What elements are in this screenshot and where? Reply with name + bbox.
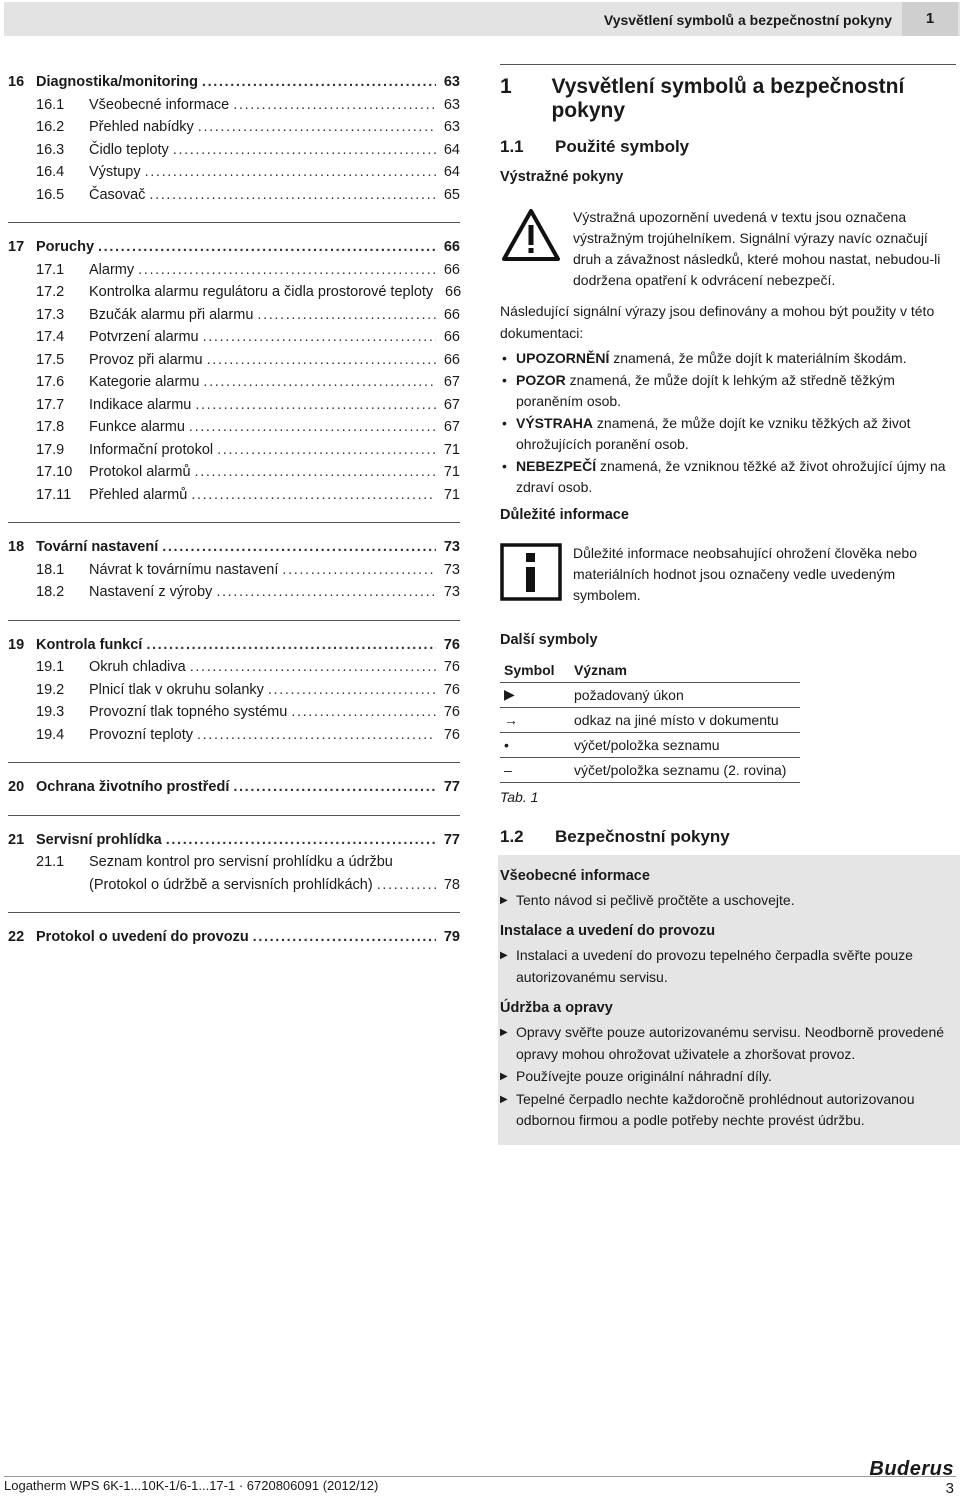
toc-subentry bbox=[8, 727, 460, 750]
toc-leader-dots bbox=[217, 442, 436, 458]
toc-entry-page: 76 bbox=[443, 636, 460, 653]
toc-entry-label: Poruchy bbox=[36, 239, 95, 255]
header-chapter-number: 1 bbox=[902, 2, 958, 36]
toc-subentry-page: 71 bbox=[443, 486, 460, 503]
signal-word-item bbox=[500, 413, 956, 456]
toc-subentry-continuation bbox=[8, 877, 460, 900]
section-1-2-heading bbox=[500, 827, 956, 847]
signal-word: VÝSTRAHA bbox=[516, 414, 594, 431]
toc-subentry-page: 65 bbox=[443, 186, 460, 203]
toc-subentry-label: Všeobecné informace bbox=[89, 96, 230, 113]
toc-leader-dots bbox=[291, 704, 436, 720]
toc-subentry bbox=[8, 374, 460, 397]
safety-action-text: Opravy svěřte pouze autorizovanému servisu. Neodborně provedené opravy mohou ohrožovat uživatele a zhoršovat provoz. bbox=[516, 1024, 945, 1062]
toc-subentry-page: 76 bbox=[443, 704, 460, 720]
toc-group bbox=[8, 74, 460, 223]
toc-leader-dots bbox=[173, 142, 436, 158]
footer-text: Logatherm WPS 6K-1...10K-1/6-1...17-1 · 6720806091 (2012/12) bbox=[4, 1478, 379, 1493]
signal-word-description: znamená, že může dojít ke vzniku těžkých až život ohrožujících poranění osob. bbox=[516, 414, 911, 452]
table-row bbox=[500, 732, 800, 757]
safety-action-item bbox=[500, 945, 958, 988]
table-row bbox=[500, 757, 800, 782]
toc-subentry-label-line2: (Protokol o údržbě a servisních prohlídkách) bbox=[89, 876, 373, 893]
toc-entry-number: 19 bbox=[8, 636, 25, 653]
toc-subentry-page: 64 bbox=[443, 141, 460, 158]
section-1-2-number: 1.2 bbox=[500, 826, 524, 846]
toc-leader-dots bbox=[98, 239, 436, 255]
toc-subentry-label: Přehled nabídky bbox=[89, 119, 194, 135]
toc-subentry-page: 76 bbox=[443, 681, 460, 698]
toc-subentry-number: 17.8 bbox=[36, 419, 65, 435]
toc-subentry-label: Bzučák alarmu při alarmu bbox=[89, 306, 254, 323]
toc-leader-dots bbox=[268, 682, 436, 698]
toc-subentry bbox=[8, 164, 460, 187]
info-icon bbox=[500, 543, 573, 606]
toc-subentry-page: 66 bbox=[445, 284, 462, 300]
toc-subentry bbox=[8, 284, 460, 307]
brand-logo: Buderus bbox=[869, 1458, 954, 1480]
safety-action-list bbox=[500, 890, 958, 912]
toc-leader-dots bbox=[203, 329, 436, 345]
toc-subentry-number: 16.2 bbox=[36, 119, 65, 135]
toc-subentry-number: 19.2 bbox=[36, 681, 65, 698]
safety-subheading: Instalace a uvedení do provozu bbox=[500, 923, 716, 939]
toc-entry bbox=[8, 637, 460, 660]
signal-word: UPOZORNĚNÍ bbox=[516, 350, 610, 366]
toc-subentry bbox=[8, 442, 460, 465]
table-header-meaning: Význam bbox=[574, 661, 627, 678]
toc-subentry-number: 17.3 bbox=[36, 306, 65, 323]
toc-entry-label: Protokol o uvedení do provozu bbox=[36, 929, 249, 945]
page-number: 3 bbox=[945, 1480, 954, 1497]
toc-subentry-page: 73 bbox=[443, 584, 460, 600]
toc-leader-dots bbox=[162, 539, 436, 555]
section-1-1-title: Použité symboly bbox=[555, 137, 690, 156]
action-arrow-icon: ▶ bbox=[500, 1027, 508, 1038]
toc-subentry bbox=[8, 119, 460, 142]
toc-subentry bbox=[8, 397, 460, 420]
toc-leader-dots bbox=[282, 562, 436, 578]
toc-entry bbox=[8, 832, 460, 855]
toc-subentry-number: 18.2 bbox=[36, 584, 65, 600]
safety-action-item bbox=[500, 1066, 958, 1088]
safety-action-text: Tento návod si pečlivě pročtěte a uschovejte. bbox=[516, 891, 795, 908]
toc-subentry-page: 66 bbox=[443, 261, 460, 278]
safety-subheading: Údržba a opravy bbox=[500, 1000, 613, 1016]
toc-entry-label: Servisní prohlídka bbox=[36, 831, 162, 848]
symbol-cell: ▶ bbox=[500, 682, 570, 707]
warning-heading: Výstražné pokyny bbox=[500, 169, 624, 185]
toc-subentry-page: 67 bbox=[443, 374, 460, 390]
safety-action-list bbox=[500, 945, 958, 988]
toc-subentry bbox=[8, 352, 460, 375]
toc-subentry-page: 66 bbox=[443, 351, 460, 368]
toc-subentry-page: 67 bbox=[443, 419, 460, 435]
footer-rule bbox=[4, 1476, 956, 1477]
signal-word: NEBEZPEČÍ bbox=[516, 457, 597, 474]
warning-triangle-icon bbox=[500, 207, 573, 291]
signal-words-intro: Následující signální výrazy jsou definovány a mohou být použity v této dokumentaci: bbox=[500, 303, 935, 341]
signal-word: POZOR bbox=[516, 371, 566, 388]
toc-group bbox=[8, 929, 460, 965]
toc-subentry-number: 19.4 bbox=[36, 726, 65, 743]
toc-subentry-number: 17.5 bbox=[36, 351, 65, 368]
toc-leader-dots bbox=[189, 419, 436, 435]
toc-subentry bbox=[8, 262, 460, 285]
toc-subentry-number: 17.10 bbox=[36, 464, 73, 480]
toc-entry-number: 21 bbox=[8, 831, 25, 848]
toc-leader-dots bbox=[203, 374, 436, 390]
toc-entry-page: 73 bbox=[443, 539, 460, 555]
section-1-title: Vysvětlení symbolů a bezpečnostní pokyny bbox=[551, 75, 905, 122]
toc-entry bbox=[8, 779, 460, 802]
toc-leader-dots bbox=[198, 119, 436, 135]
section-1-heading bbox=[500, 75, 956, 123]
toc-entry-page: 77 bbox=[443, 779, 460, 795]
toc-subentry-label: Indikace alarmu bbox=[89, 396, 192, 413]
safety-action-text: Používejte pouze originální náhradní díly. bbox=[516, 1068, 772, 1084]
toc-leader-dots bbox=[216, 584, 436, 600]
warning-note-text: Výstražná upozornění uvedená v textu jsou označena výstražným trojúhelníkem. Signální výrazy navíc označují druh a závažnost následků, které mohou nastat, nebudou-li dodržena opatření k odvrácení nebezpečí. bbox=[573, 209, 941, 288]
toc-leader-dots bbox=[149, 187, 436, 203]
toc-subentry-number: 17.7 bbox=[36, 396, 65, 413]
signal-word-item bbox=[500, 456, 956, 499]
toc-subentry bbox=[8, 584, 460, 607]
action-arrow-icon: ▶ bbox=[500, 1071, 508, 1082]
table-of-contents bbox=[8, 74, 460, 981]
toc-group bbox=[8, 779, 460, 816]
toc-subentry bbox=[8, 659, 460, 682]
toc-entry bbox=[8, 74, 460, 97]
safety-subheading: Všeobecné informace bbox=[500, 867, 650, 884]
toc-subentry-number: 16.4 bbox=[36, 164, 65, 180]
toc-subentry-label: Seznam kontrol pro servisní prohlídku a údržbu bbox=[89, 854, 393, 870]
meaning-cell: výčet/položka seznamu (2. rovina) bbox=[570, 757, 800, 782]
toc-subentry-label: Čidlo teploty bbox=[89, 141, 169, 158]
toc-subentry-number: 16.5 bbox=[36, 186, 65, 203]
toc-entry-number: 20 bbox=[8, 779, 25, 795]
toc-subentry-number: 16.1 bbox=[36, 96, 65, 113]
toc-entry-number: 16 bbox=[8, 74, 25, 90]
toc-subentry-label: Funkce alarmu bbox=[89, 419, 185, 435]
toc-subentry-number: 21.1 bbox=[36, 854, 65, 870]
toc-leader-dots bbox=[138, 262, 436, 278]
toc-subentry-number: 16.3 bbox=[36, 141, 65, 158]
toc-leader-dots bbox=[145, 164, 436, 180]
toc-group bbox=[8, 832, 460, 914]
signal-words-list bbox=[500, 348, 956, 499]
toc-entry-label: Diagnostika/monitoring bbox=[36, 74, 198, 90]
toc-leader-dots bbox=[257, 307, 436, 323]
toc-subentry bbox=[8, 682, 460, 705]
toc-subentry bbox=[8, 97, 460, 120]
toc-subentry-number: 17.6 bbox=[36, 374, 65, 390]
symbol-cell: • bbox=[500, 732, 570, 757]
toc-subentry-page: 78 bbox=[443, 876, 460, 893]
toc-subentry-label: Výstupy bbox=[89, 164, 141, 180]
section-1-1-heading bbox=[500, 137, 956, 157]
right-column bbox=[500, 64, 956, 1145]
toc-leader-dots bbox=[202, 74, 436, 90]
info-note-text: Důležité informace neobsahující ohrožení člověka nebo materiálních hodnot jsou označeny vedle uvedeným symbolem. bbox=[573, 544, 917, 603]
toc-subentry-label: Alarmy bbox=[89, 261, 135, 278]
toc-subentry bbox=[8, 704, 460, 727]
toc-subentry bbox=[8, 187, 460, 210]
toc-subentry-label: Informační protokol bbox=[89, 441, 214, 458]
safety-action-text: Tepelné čerpadlo nechte každoročně prohlédnout autorizovanou odbornou firmou a podle potřeby nechte provést údržbu. bbox=[516, 1090, 915, 1128]
toc-leader-dots bbox=[207, 352, 436, 368]
toc-entry bbox=[8, 539, 460, 562]
toc-subentry-label: Provoz při alarmu bbox=[89, 351, 203, 368]
toc-subentry bbox=[8, 329, 460, 352]
toc-subentry-number: 17.11 bbox=[36, 486, 72, 503]
toc-subentry-label: Kontrolka alarmu regulátoru a čidla prostorové teploty bbox=[89, 284, 434, 300]
toc-subentry-label: Přehled alarmů bbox=[89, 486, 188, 503]
toc-subentry bbox=[8, 419, 460, 442]
toc-entry-page: 77 bbox=[443, 831, 460, 848]
symbol-cell: → bbox=[500, 707, 570, 732]
toc-subentry-page: 71 bbox=[443, 441, 460, 458]
toc-subentry-number: 19.1 bbox=[36, 659, 65, 675]
toc-entry-label: Tovární nastavení bbox=[36, 539, 159, 555]
toc-leader-dots bbox=[197, 727, 436, 743]
toc-leader-dots bbox=[195, 464, 436, 480]
safety-action-item bbox=[500, 1089, 958, 1132]
toc-leader-dots bbox=[146, 637, 436, 653]
signal-word-item bbox=[500, 370, 956, 413]
toc-group bbox=[8, 637, 460, 764]
action-arrow-icon: ▶ bbox=[500, 1093, 508, 1105]
toc-leader-dots bbox=[253, 929, 436, 945]
toc-subentry-label: Nastavení z výroby bbox=[89, 584, 213, 600]
toc-subentry-page: 76 bbox=[443, 659, 460, 675]
table-row bbox=[500, 682, 800, 707]
signal-word-description: znamená, že vzniknou těžké až život ohrožující újmy na zdraví osob. bbox=[516, 457, 946, 495]
symbols-table bbox=[500, 658, 800, 783]
toc-leader-dots bbox=[191, 487, 436, 503]
toc-subentry-label: Potvrzení alarmu bbox=[89, 329, 199, 345]
toc-subentry-page: 63 bbox=[443, 119, 460, 135]
toc-entry-page: 66 bbox=[443, 239, 460, 255]
toc-subentry-page: 73 bbox=[443, 561, 460, 578]
toc-entry-label: Ochrana životního prostředí bbox=[36, 779, 230, 795]
toc-subentry-label: Návrat k továrnímu nastavení bbox=[89, 561, 279, 578]
toc-subentry-number: 17.1 bbox=[36, 261, 65, 278]
toc-group bbox=[8, 539, 460, 621]
safety-action-item bbox=[500, 890, 958, 912]
toc-subentry-number: 18.1 bbox=[36, 561, 65, 578]
toc-subentry-label: Provozní teploty bbox=[89, 726, 193, 743]
table-row bbox=[500, 707, 800, 732]
toc-subentry bbox=[8, 464, 460, 487]
toc-subentry-number: 19.3 bbox=[36, 704, 65, 720]
toc-subentry-page: 66 bbox=[443, 329, 460, 345]
section-1-1-number: 1.1 bbox=[500, 137, 524, 156]
toc-subentry-number: 17.4 bbox=[36, 329, 65, 345]
toc-subentry-label: Protokol alarmů bbox=[89, 464, 191, 480]
meaning-cell: výčet/položka seznamu bbox=[570, 732, 800, 757]
toc-subentry bbox=[8, 854, 460, 877]
safety-action-text: Instalaci a uvedení do provozu tepelného čerpadla svěřte pouze autorizovanému servisu. bbox=[516, 947, 913, 985]
toc-entry-number: 18 bbox=[8, 539, 25, 555]
action-arrow-icon: ▶ bbox=[500, 894, 508, 906]
toc-subentry-page: 67 bbox=[443, 396, 460, 413]
toc-entry-label: Kontrola funkcí bbox=[36, 636, 143, 653]
toc-subentry-page: 76 bbox=[443, 726, 460, 743]
warning-note bbox=[500, 207, 956, 291]
toc-subentry-label: Plnicí tlak v okruhu solanky bbox=[89, 681, 264, 698]
important-info-heading: Důležité informace bbox=[500, 506, 629, 523]
action-arrow-icon: ▶ bbox=[500, 950, 508, 961]
toc-leader-dots bbox=[377, 877, 436, 893]
toc-leader-dots bbox=[195, 397, 436, 413]
info-note bbox=[500, 543, 956, 606]
signal-word-item bbox=[500, 348, 956, 370]
table-caption: Tab. 1 bbox=[500, 788, 539, 805]
toc-entry-page: 63 bbox=[443, 74, 460, 90]
toc-leader-dots bbox=[233, 779, 436, 795]
top-rule bbox=[500, 64, 956, 65]
toc-subentry-page: 64 bbox=[443, 164, 460, 180]
toc-entry bbox=[8, 929, 460, 952]
toc-entry bbox=[8, 239, 460, 262]
toc-subentry-page: 71 bbox=[443, 464, 460, 480]
toc-subentry-number: 17.9 bbox=[36, 441, 65, 458]
table-header-symbol: Symbol bbox=[504, 661, 555, 678]
toc-subentry-label: Kategorie alarmu bbox=[89, 374, 200, 390]
section-1-2-title: Bezpečnostní pokyny bbox=[555, 826, 730, 846]
safety-action-list bbox=[500, 1022, 958, 1132]
toc-subentry bbox=[8, 142, 460, 165]
signal-word-description: znamená, že může dojít k lehkým až středně těžkým poraněním osob. bbox=[516, 371, 895, 409]
toc-entry-number: 17 bbox=[8, 239, 25, 255]
section-1-number: 1 bbox=[500, 75, 512, 98]
toc-entry-number: 22 bbox=[8, 929, 25, 945]
other-symbols-heading: Další symboly bbox=[500, 631, 598, 648]
safety-instructions-box bbox=[498, 855, 960, 1145]
header-title: Vysvětlení symbolů a bezpečnostní pokyny bbox=[603, 12, 892, 28]
meaning-cell: požadovaný úkon bbox=[570, 682, 800, 707]
toc-subentry bbox=[8, 487, 460, 510]
toc-subentry-label: Provozní tlak topného systému bbox=[89, 704, 288, 720]
toc-group bbox=[8, 239, 460, 523]
header-bar bbox=[4, 2, 960, 36]
signal-word-description: znamená, že může dojít k materiálním škodám. bbox=[609, 350, 907, 366]
toc-subentry bbox=[8, 307, 460, 330]
toc-subentry-page: 63 bbox=[443, 96, 460, 113]
toc-leader-dots bbox=[190, 659, 436, 675]
toc-subentry-label: Okruh chladiva bbox=[89, 659, 186, 675]
toc-subentry-label: Časovač bbox=[89, 186, 146, 203]
toc-leader-dots bbox=[166, 832, 436, 848]
toc-subentry-page: 66 bbox=[443, 306, 460, 323]
toc-subentry bbox=[8, 562, 460, 585]
toc-subentry-number: 17.2 bbox=[36, 284, 65, 300]
meaning-cell: odkaz na jiné místo v dokumentu bbox=[570, 707, 800, 732]
toc-entry-page: 79 bbox=[443, 929, 460, 945]
symbol-cell: – bbox=[500, 757, 570, 782]
toc-leader-dots bbox=[233, 97, 436, 113]
safety-action-item bbox=[500, 1022, 958, 1065]
